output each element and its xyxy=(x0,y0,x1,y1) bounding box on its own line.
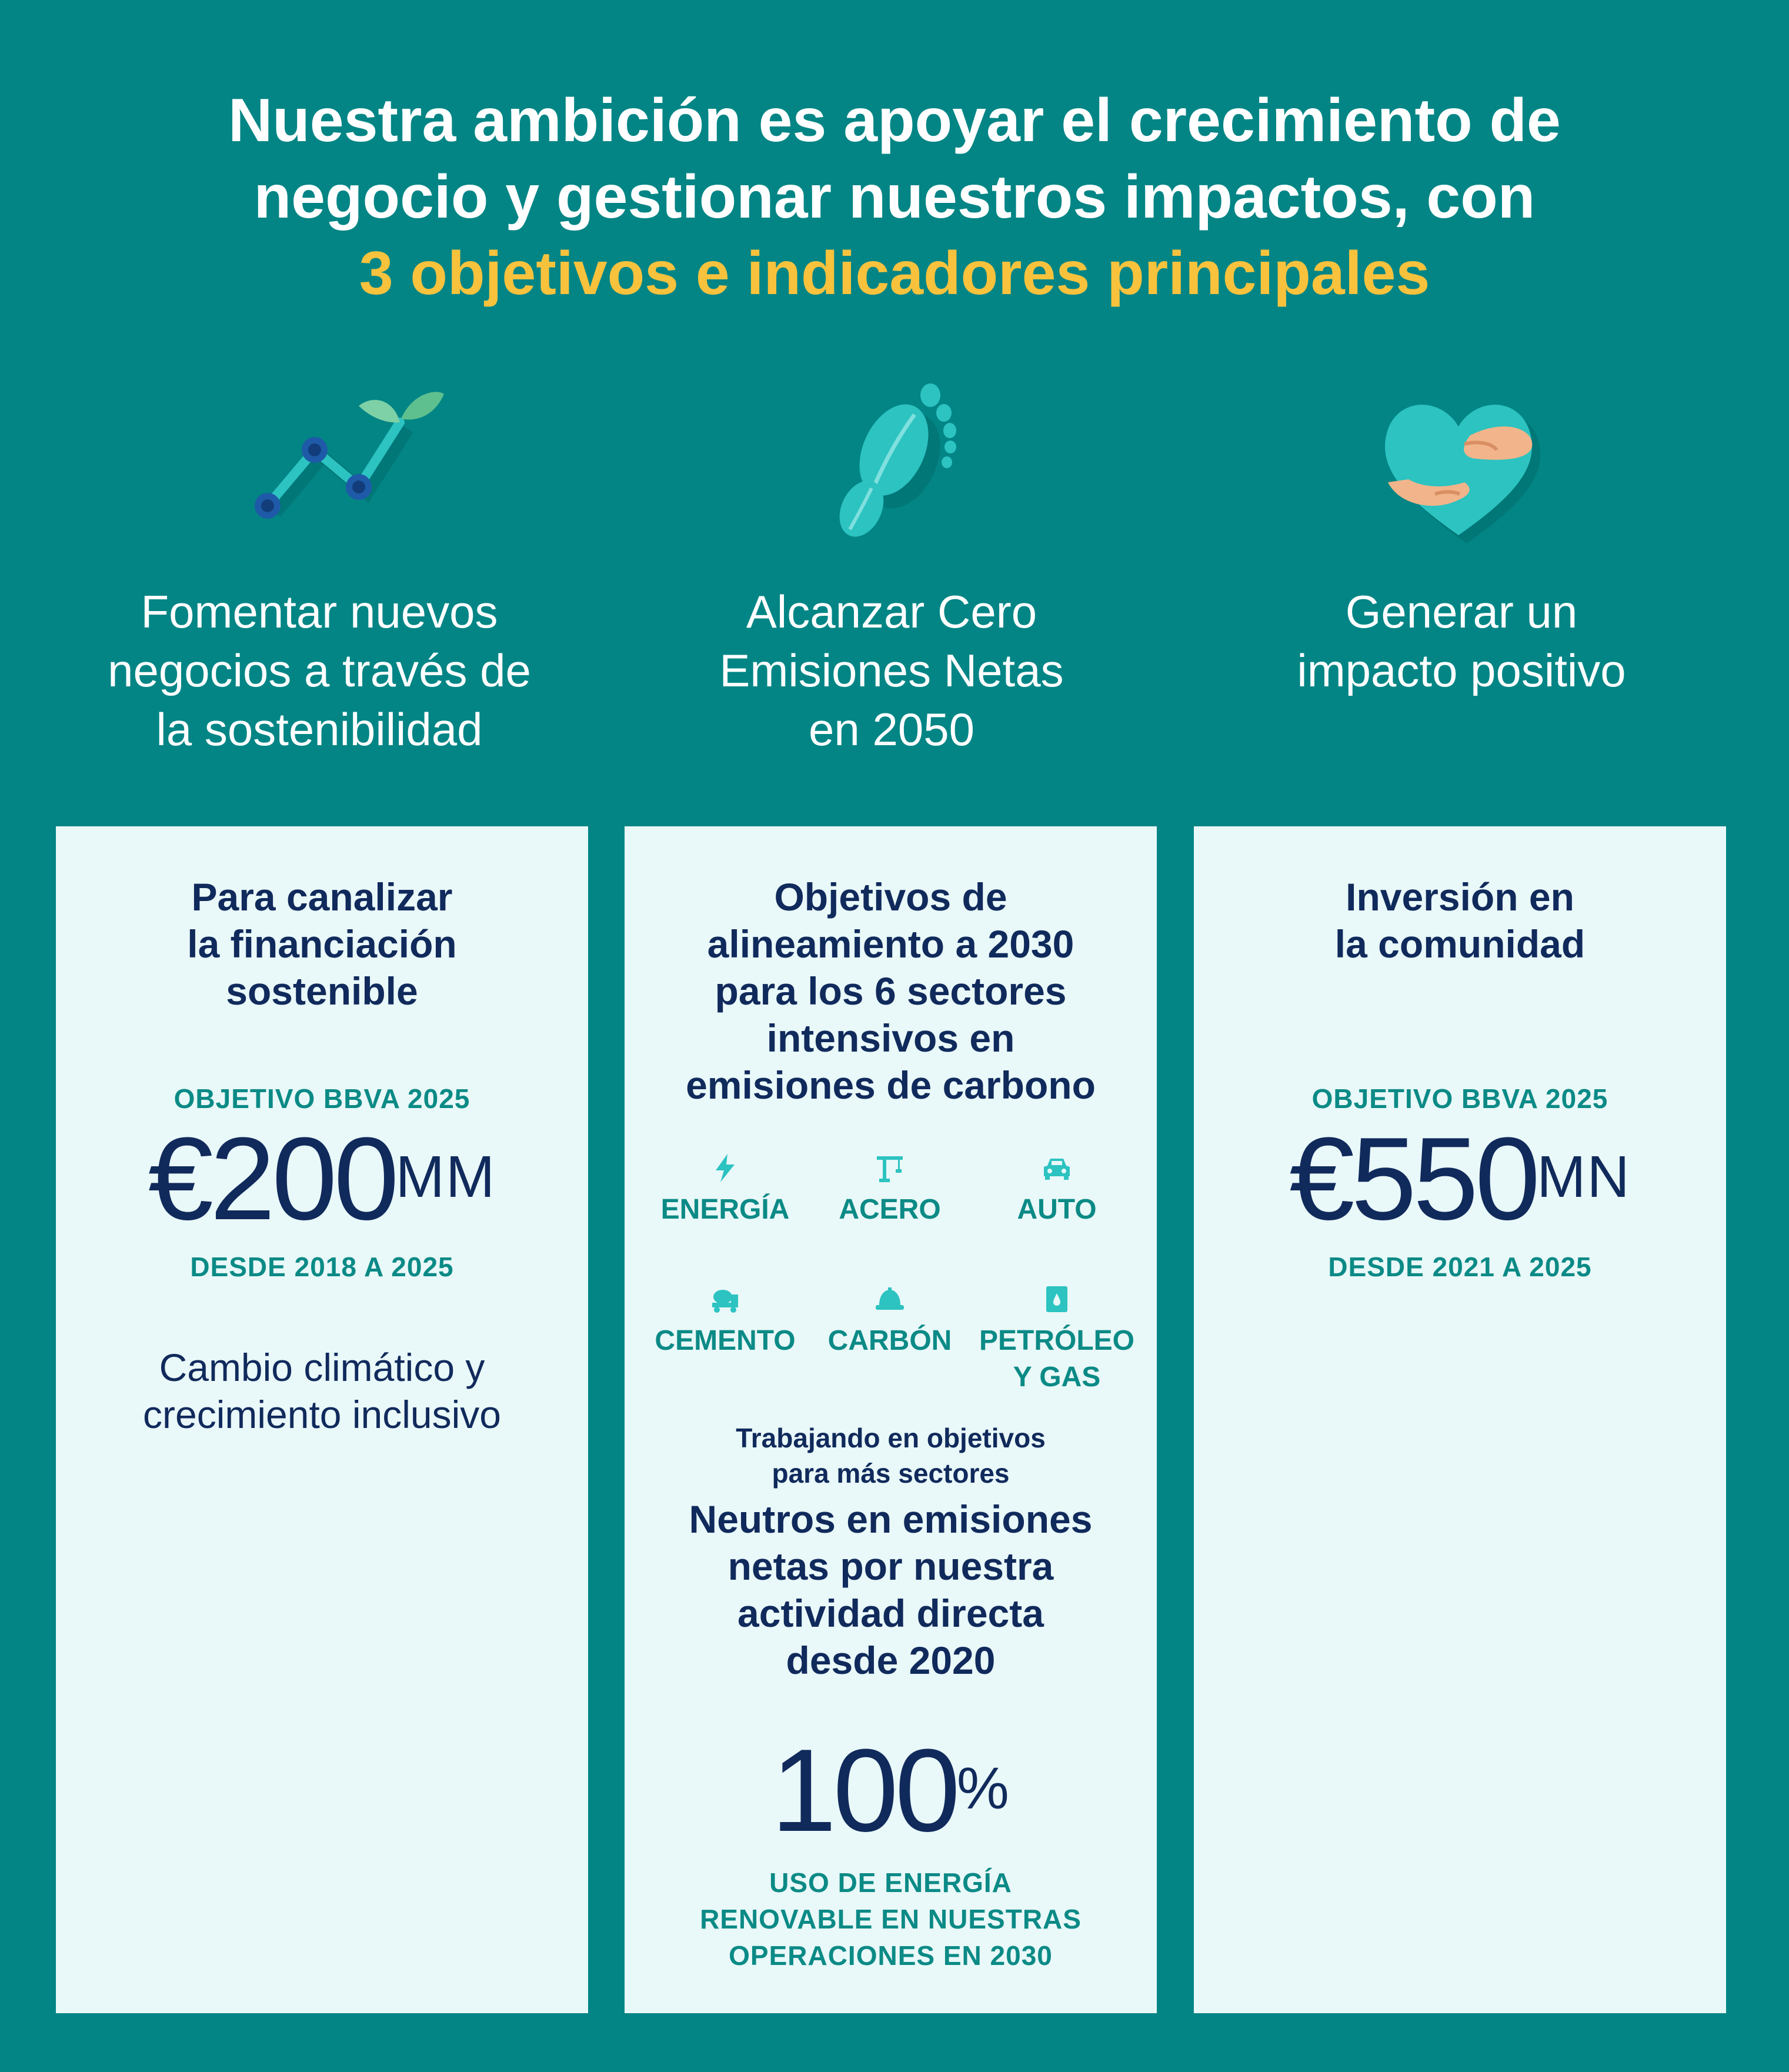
note-line: para más sectores xyxy=(772,1458,1010,1489)
sector-label: ACERO xyxy=(839,1194,941,1225)
heading-line: la financiación xyxy=(187,922,457,966)
note-line: crecimiento inclusivo xyxy=(143,1393,501,1436)
value-unit: MN xyxy=(1537,1144,1631,1210)
headline-line-1: Nuestra ambición es apoyar el crecimiento de xyxy=(228,86,1561,155)
target-label-text: OBJETIVO BBVA 2025 xyxy=(173,1083,470,1114)
heading-line: alineamiento a 2030 xyxy=(707,922,1074,966)
sector-label: CARBÓN xyxy=(827,1325,952,1356)
sector-carbon xyxy=(805,1284,975,1359)
title-line: Alcanzar Cero xyxy=(746,586,1037,638)
sector-petroleo-gas xyxy=(972,1284,1142,1396)
sector-auto xyxy=(972,1153,1142,1228)
card-note xyxy=(56,1344,588,1438)
big-value xyxy=(1194,1113,1726,1244)
heading-line: para los 6 sectores xyxy=(715,969,1067,1013)
title-line: impacto positivo xyxy=(1297,645,1626,696)
card-community-investment xyxy=(1194,826,1726,2013)
period-label xyxy=(1194,1249,1726,1285)
title-line: negocios a través de xyxy=(108,645,531,696)
sector-label-line: Y GAS xyxy=(1013,1362,1101,1393)
sector-energia xyxy=(640,1153,810,1228)
sector-label-line: PETRÓLEO xyxy=(979,1325,1135,1356)
page-headline xyxy=(0,82,1789,312)
more-sectors-note xyxy=(625,1420,1157,1491)
title-line: Emisiones Netas xyxy=(719,645,1064,696)
heading-line: emisiones de carbono xyxy=(686,1063,1096,1107)
card-heading xyxy=(56,873,588,1015)
neutral-heading xyxy=(625,1496,1157,1684)
value-number: €550 xyxy=(1289,1113,1537,1244)
value-number: 100 xyxy=(771,1725,957,1856)
column-title-business xyxy=(55,582,584,759)
card-sustainable-financing xyxy=(56,826,588,2013)
heading-line: Para canalizar xyxy=(191,875,453,919)
heading-line: Inversión en xyxy=(1346,875,1574,919)
card-heading xyxy=(625,873,1157,1109)
period-label xyxy=(56,1249,588,1285)
title-line: Fomentar nuevos xyxy=(141,586,498,638)
heading-line: netas por nuestra xyxy=(727,1544,1054,1588)
headline-line-2: negocio y gestionar nuestros impactos, con xyxy=(253,163,1536,231)
sector-label xyxy=(972,1323,1142,1396)
oil-barrel-icon xyxy=(1042,1284,1072,1314)
target-label-text: OBJETIVO BBVA 2025 xyxy=(1311,1083,1608,1114)
note-line: Trabajando en objetivos xyxy=(736,1423,1046,1453)
value-number: €200 xyxy=(148,1113,396,1244)
hard-hat-icon xyxy=(875,1284,905,1314)
heading-line: Objetivos de xyxy=(774,875,1007,919)
growth-chart-sprout-icon xyxy=(247,388,447,541)
heart-hands-icon xyxy=(1376,394,1553,553)
caption-line: USO DE ENERGÍA xyxy=(769,1867,1012,1898)
value-unit: % xyxy=(956,1756,1010,1821)
title-line: Generar un xyxy=(1345,586,1578,638)
period-text: DESDE 2021 A 2025 xyxy=(1328,1252,1592,1282)
title-line: la sostenibilidad xyxy=(156,703,483,755)
crane-icon xyxy=(875,1153,905,1183)
lightning-icon xyxy=(710,1153,740,1183)
heading-line: la comunidad xyxy=(1334,922,1586,966)
renewable-caption xyxy=(625,1864,1157,1974)
note-line: Cambio climático y xyxy=(159,1346,485,1389)
period-text: DESDE 2018 A 2025 xyxy=(190,1252,454,1282)
caption-line: OPERACIONES EN 2030 xyxy=(729,1940,1053,1971)
column-title-emissions xyxy=(627,582,1156,759)
card-net-zero xyxy=(625,826,1157,2013)
heading-line: Neutros en emisiones xyxy=(689,1497,1093,1541)
sector-label: ENERGÍA xyxy=(660,1194,790,1225)
car-icon xyxy=(1042,1153,1072,1183)
big-value xyxy=(625,1725,1157,1856)
heading-line: sostenible xyxy=(226,969,418,1013)
caption-line: RENOVABLE EN NUESTRAS xyxy=(700,1904,1082,1934)
card-heading xyxy=(1194,873,1726,967)
heading-line: desde 2020 xyxy=(786,1639,996,1682)
sector-acero xyxy=(805,1153,975,1228)
sector-cemento xyxy=(640,1284,810,1359)
sector-label: CEMENTO xyxy=(655,1325,796,1356)
leaf-footprint-icon xyxy=(829,382,970,541)
title-line: en 2050 xyxy=(809,703,974,755)
heading-line: actividad directa xyxy=(737,1591,1044,1635)
target-label xyxy=(56,1080,588,1117)
cement-truck-icon xyxy=(710,1284,740,1314)
heading-line: intensivos en xyxy=(766,1016,1015,1060)
column-title-impact xyxy=(1197,582,1726,700)
target-label xyxy=(1194,1080,1726,1117)
headline-accent-line: 3 objetivos e indicadores principales xyxy=(359,239,1430,308)
value-unit: MM xyxy=(395,1144,496,1210)
big-value xyxy=(56,1113,588,1244)
sector-label: AUTO xyxy=(1017,1194,1097,1225)
